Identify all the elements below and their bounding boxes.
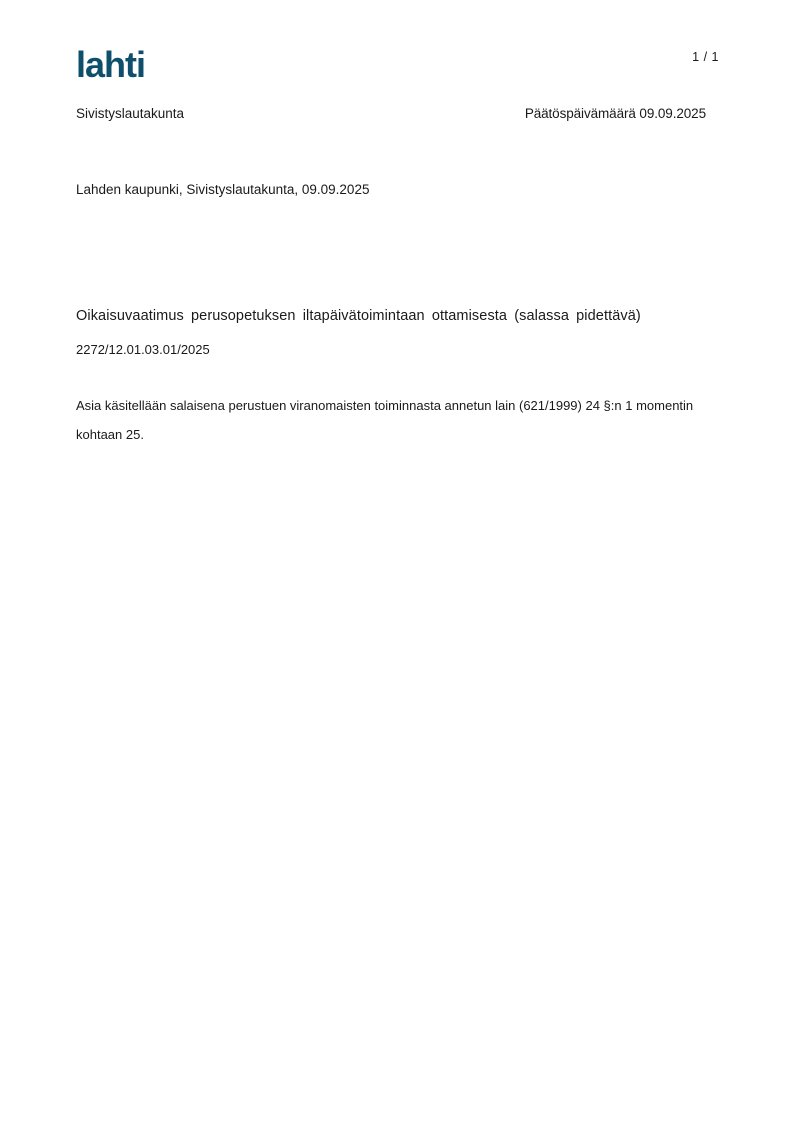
diary-number: 2272/12.01.03.01/2025: [76, 342, 210, 357]
svg-text:lahti: lahti: [76, 46, 146, 82]
document-header: [76, 106, 706, 121]
document-origin: Lahden kaupunki, Sivistyslautakunta, 09.09.2025: [76, 182, 370, 197]
body-paragraph: Asia käsitellään salaisena perustuen viranomaisten toiminnasta annetun lain (621/1999) 24 §:n 1 momentin kohtaan 25.: [76, 398, 694, 442]
decision-date: Päätöspäivämäärä 09.09.2025: [524, 106, 706, 121]
document-title: Oikaisuvaatimus perusopetuksen iltapäivätoimintaan ottamisesta (salassa pidettävä): [76, 308, 641, 324]
page-number: 1 / 1: [692, 50, 719, 64]
organ-name: Sivistyslautakunta: [76, 106, 185, 121]
lahti-logo: [76, 46, 168, 82]
